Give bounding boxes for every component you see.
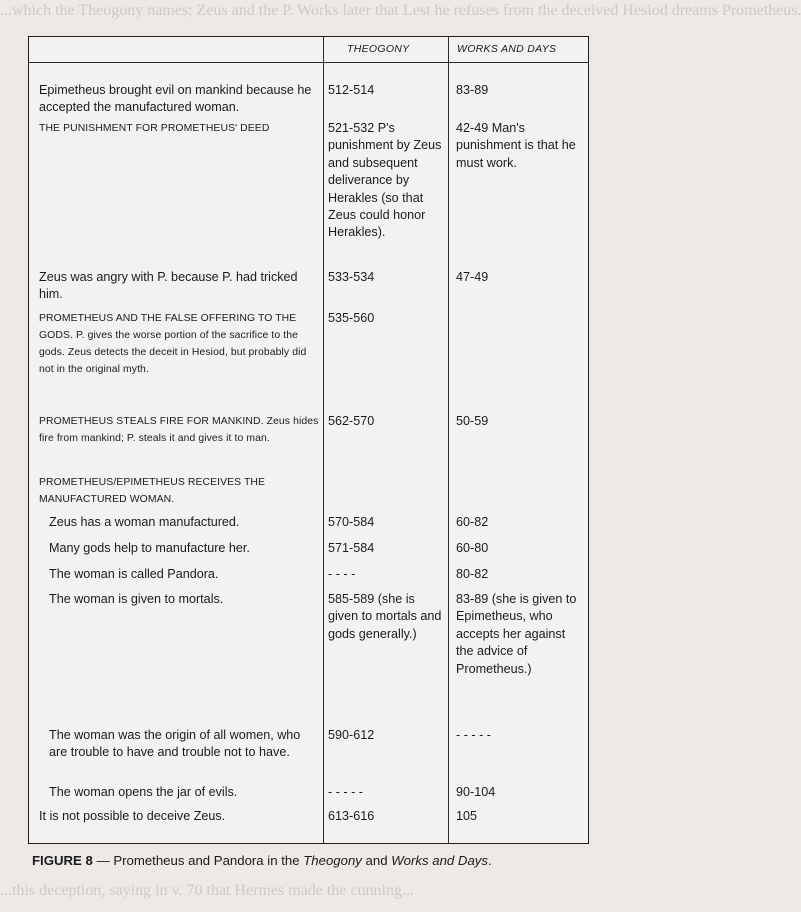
row-works: - - - - -	[456, 728, 491, 742]
row-theogony: - - - - -	[328, 785, 363, 799]
caption-text: — Prometheus and Pandora in the	[92, 853, 304, 868]
row-theogony: - - - -	[328, 567, 356, 581]
comparison-table	[28, 36, 589, 844]
background-text-top: ...which the Theogony names; Zeus and the P. Works later that Lest he refuses from the deceived Hesiod dreams Prometheus.	[0, 2, 801, 19]
header-rule	[29, 62, 588, 63]
row-description: PROMETHEUS STEALS FIRE FOR MANKIND. Zeus hides fire from mankind; P. steals it and gives it to man.	[39, 416, 319, 444]
figure-label: FIGURE 8	[32, 853, 93, 868]
row-theogony: 570-584	[328, 515, 375, 529]
row-works: 60-80	[456, 541, 489, 555]
row-works: 42-49 Man's punishment is that he must work.	[456, 121, 576, 170]
row-theogony: 533-534	[328, 270, 375, 284]
row-works: 90-104	[456, 785, 496, 799]
row-description: Epimetheus brought evil on mankind because he accepted the manufactured woman.	[39, 83, 312, 115]
row-theogony: 585-589 (she is given to mortals and gods generally.)	[328, 592, 442, 641]
row-description: THE PUNISHMENT FOR PROMETHEUS' DEED	[39, 123, 270, 134]
row-works: 80-82	[456, 567, 489, 581]
row-description: Zeus has a woman manufactured.	[49, 515, 240, 529]
row-works: 105	[456, 809, 478, 823]
row-description: The woman is given to mortals.	[49, 592, 224, 606]
row-description: The woman was the origin of all women, who are trouble to have and trouble not to have.	[49, 728, 301, 760]
column-divider	[448, 37, 449, 843]
row-works: 60-82	[456, 515, 489, 529]
row-description: PROMETHEUS/EPIMETHEUS RECEIVES THE MANUFACTURED WOMAN.	[39, 477, 266, 505]
caption-theogony: Theogony	[303, 853, 362, 868]
row-theogony: 521-532 P's punishment by Zeus and subsequent deliverance by Herakles (so that Zeus could honor Herakles).	[328, 121, 442, 240]
row-theogony: 590-612	[328, 728, 375, 742]
row-works: 83-89 (she is given to Epimetheus, who accepts her against the advice of Prometheus.)	[456, 592, 577, 676]
row-works: 50-59	[456, 414, 489, 428]
caption-text: and	[361, 853, 392, 868]
row-theogony: 535-560	[328, 311, 375, 325]
row-description: PROMETHEUS AND THE FALSE OFFERING TO THE GODS. P. gives the worse portion of the sacrifice to the gods. Zeus detects the deceit in Hesiod, but probably did not in the original myth.	[39, 313, 307, 375]
background-text-bottom: ...this deception, saying in v. 70 that Hermes made the cunning...	[0, 882, 414, 899]
row-description: Many gods help to manufacture her.	[49, 541, 250, 555]
row-theogony: 562-570	[328, 414, 375, 428]
row-description: It is not possible to deceive Zeus.	[39, 809, 226, 823]
row-works: 47-49	[456, 270, 489, 284]
row-description: The woman is called Pandora.	[49, 567, 219, 581]
row-theogony: 571-584	[328, 541, 375, 555]
caption-works-and-days: Works and Days	[391, 853, 488, 868]
header-works-and-days: WORKS AND DAYS	[457, 43, 557, 55]
row-description: Zeus was angry with P. because P. had tricked him.	[39, 270, 298, 302]
row-works: 83-89	[456, 83, 489, 97]
row-description: The woman opens the jar of evils.	[49, 785, 238, 799]
figure-caption	[32, 853, 492, 868]
row-theogony: 512-514	[328, 83, 375, 97]
caption-text: .	[487, 853, 492, 868]
header-theogony: THEOGONY	[347, 43, 410, 55]
row-theogony: 613-616	[328, 809, 375, 823]
column-divider	[323, 37, 324, 843]
